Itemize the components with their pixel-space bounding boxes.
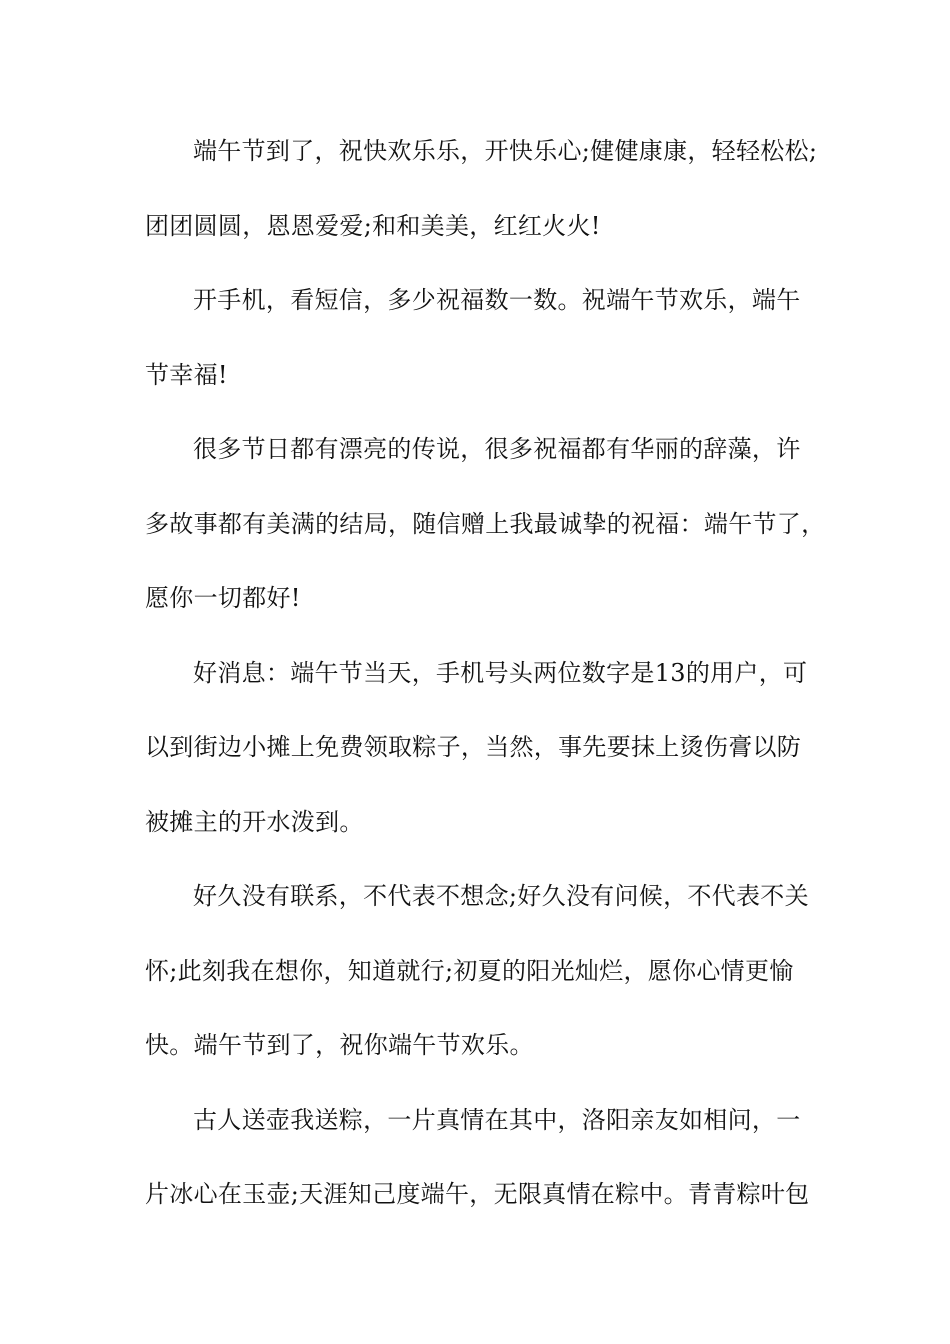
paragraph-5-line-1: 好久没有联系，不代表不想念;好久没有问候，不代表不关	[193, 882, 809, 910]
paragraph-5-line-3: 快。端午节到了，祝你端午节欢乐。	[145, 1031, 534, 1059]
paragraph-2-line-1: 开手机，看短信，多少祝福数一数。祝端午节欢乐，端午	[193, 286, 801, 314]
paragraph-6-line-1: 古人送壶我送粽，一片真情在其中，洛阳亲友如相问，一	[193, 1105, 801, 1134]
paragraph-4-line-3: 被摊主的开水泼到。	[145, 807, 364, 836]
paragraph-3-line-3: 愿你一切都好!	[145, 584, 301, 612]
paragraph-2-line-2: 节幸福!	[145, 360, 228, 389]
paragraph-4-line-1: 好消息：端午节当天，手机号头两位数字是13的用户，可	[193, 658, 808, 687]
paragraph-3-line-1: 很多节日都有漂亮的传说，很多祝福都有华丽的辞藻，许	[193, 435, 801, 463]
paragraph-1-line-2: 团团圆圆，恩恩爱爱;和和美美，红红火火!	[145, 211, 601, 240]
paragraph-5-line-2: 怀;此刻我在想你，知道就行;初夏的阳光灿烂，愿你心情更愉	[145, 956, 794, 985]
document-body	[145, 124, 826, 1242]
paragraph-1-line-1: 端午节到了，祝快欢乐乐，开快乐心;健健康康，轻轻松松;	[193, 137, 818, 165]
paragraph-3-line-2: 多故事都有美满的结局，随信赠上我最诚挚的祝福：端午节了，	[145, 509, 826, 538]
paragraph-4-line-2: 以到街边小摊上免费领取粽子，当然，事先要抹上烫伤膏以防	[145, 733, 802, 761]
paragraph-6-line-2: 片冰心在玉壶;天涯知己度端午，无限真情在粽中。青青粽叶包	[145, 1180, 810, 1208]
